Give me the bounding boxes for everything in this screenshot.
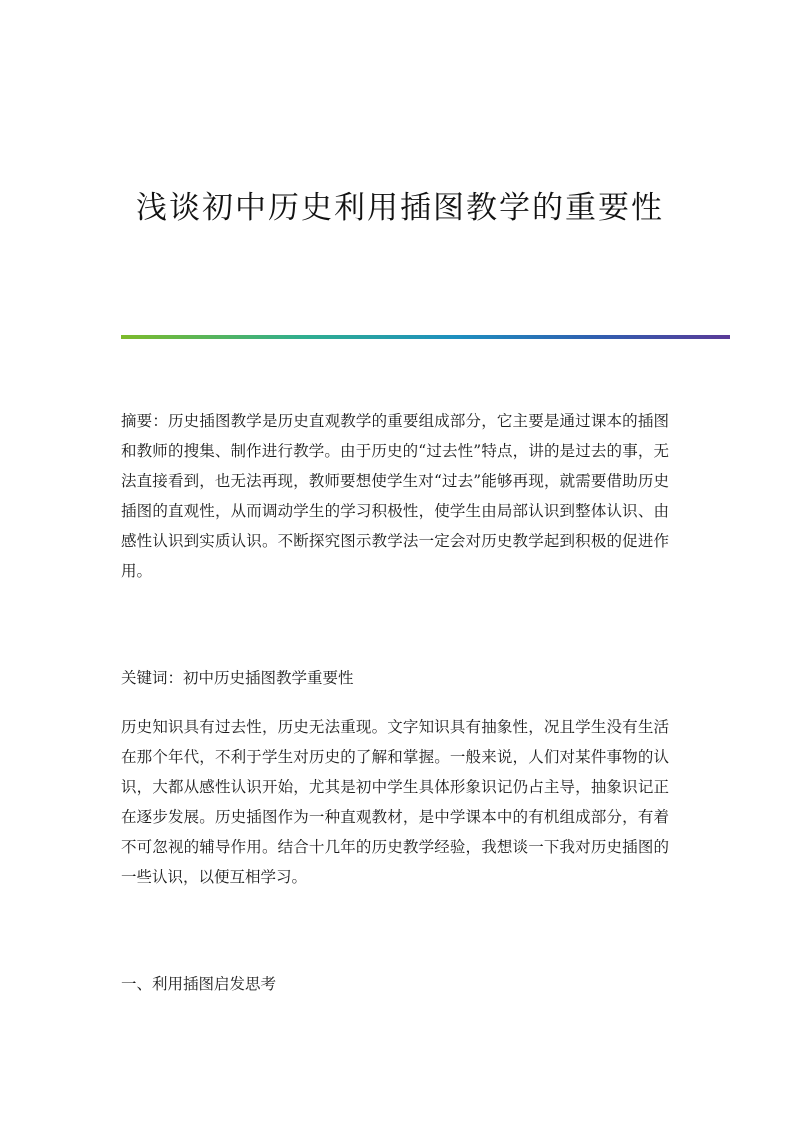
title-divider <box>121 335 730 339</box>
document-title: 浅谈初中历史利用插图教学的重要性 <box>136 190 664 226</box>
intro-paragraph: 历史知识具有过去性，历史无法重现。文字知识具有抽象性，况且学生没有生活在那个年代，不利于学生对历史的了解和掌握。一般来说，人们对某件事物的认识，大都从感性认识开始，尤其是初中学生具体形象识记仍占主导，抽象识记正在逐步发展。历史插图作为一种直观教材，是中学课本中的有机组成部分，有着不可忽视的辅导作用。结合十几年的历史教学经验，我想谈一下我对历史插图的一些认识，以便互相学习。 <box>121 718 669 886</box>
keywords-line: 关键词：初中历史插图教学重要性 <box>121 669 354 687</box>
abstract-paragraph: 摘要：历史插图教学是历史直观教学的重要组成部分，它主要是通过课本的插图和教师的搜集、制作进行教学。由于历史的“过去性”特点，讲的是过去的事，无法直接看到，也无法再现，教师要想使学生对“过去”能够再现，就需要借助历史插图的直观性，从而调动学生的学习积极性，使学生由局部认识到整体认识、由感性认识到实质认识。不断探究图示教学法一定会对历史教学起到积极的促进作用。 <box>121 412 669 580</box>
section-heading-1: 一、利用插图启发思考 <box>121 975 277 993</box>
